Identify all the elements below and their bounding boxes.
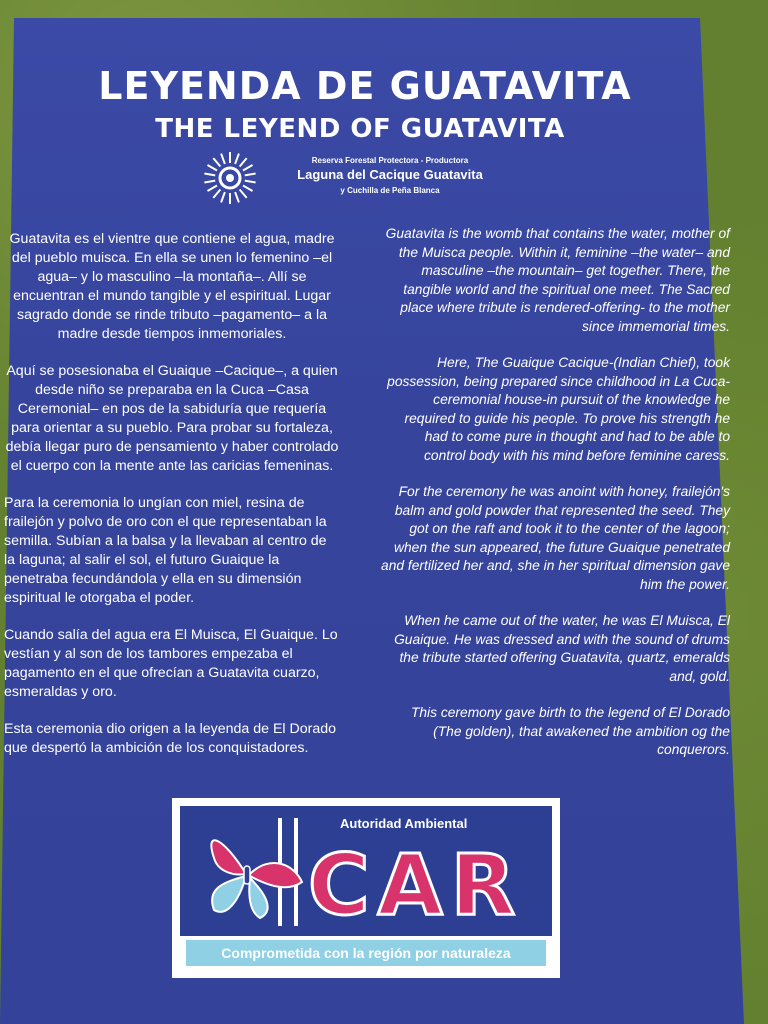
spanish-paragraph: Cuando salía del agua era El Muisca, El Guaique. Lo vestían y al son de los tambores empezaba el pagamento en el que ofrecían a Guatavita cuarzo, esmeraldas y oro. [4,627,338,700]
spanish-column [4,230,340,776]
english-paragraph: When he came out of the water, he was El Muisca, El Guaique. He was dressed and with the sound of drums the tribute started offering Guatavita, quartz, emeralds and, gold. [394,613,730,684]
reserve-line-1: Reserva Forestal Protectora - Productora [311,156,469,165]
car-slogan: Comprometida con la región por naturaleza [186,940,546,966]
reserve-line-2: Laguna del Cacique Guatavita [297,167,483,182]
english-paragraph: Here, The Guaique Cacique-(Indian Chief), took possession, being prepared since childhood in La Cuca-ceremonial house-in pursuit of the knowledge he required to guide his people. To prove his strength he had to come pure in thought and had to be able to control body with his mind before feminine caress. [387,355,730,463]
butterfly-icon [184,818,312,926]
english-paragraph: For the ceremony he was anoint with honey, frailejón's balm and gold powder that represented the seed. They got on the raft and took it to the center of the lagoon; when the sun appeared, the future Guaique penetrated and fertilized her and, she in her spiritual dimension gave him the power. [381,484,730,592]
title-spanish: LEYENDA DE GUATAVITA [98,64,632,108]
car-logo-inner [180,806,552,936]
spanish-paragraph: Guatavita es el vientre que contiene el agua, madre del pueblo muisca. En ella se unen lo femenino –el agua– y lo masculino –la montaña–. Allí se encuentran el mundo tangible y el espiritual. Lugar sagrado donde se rinde tributo –pagamento– a la madre desde tiempos inmemoriales. [9,231,335,342]
car-logo-panel [172,798,560,978]
spanish-paragraph: Para la ceremonia lo ungían con miel, resina de frailejón y polvo de oro con el que representaban la semilla. Subían a la balsa y la llevaban al centro de la laguna; al salir el sol, el futuro Guaique la penetraba fecundándola y ella en su dimensión espiritual le otorgaba el poder. [4,495,327,606]
title-english: THE LEYEND OF GUATAVITA [155,114,565,144]
sun-logo-icon [198,150,262,206]
reserve-caption [270,156,510,195]
english-column [380,225,730,778]
reserve-line-3: y Cuchilla de Peña Blanca [340,186,440,195]
spanish-paragraph: Esta ceremonia dio origen a la leyenda de El Dorado que despertó la ambición de los conquistadores. [4,721,337,756]
spanish-paragraph: Aquí se posesionaba el Guaique –Cacique–, a quien desde niño se preparaba en la Cuca –Casa Ceremonial– en pos de la sabiduría que requería para orientar a su pueblo. Para probar su fortaleza, debía llegar puro de pensamiento y haber controlado el cuerpo con la mente ante las caricias femeninas. [5,363,339,474]
car-letters: CAR [308,836,524,934]
car-authority-label: Autoridad Ambiental [340,816,468,831]
english-paragraph: This ceremony gave birth to the legend of El Dorado (The golden), that awakened the ambition og the conquerors. [410,705,730,757]
english-paragraph: Guatavita is the womb that contains the water, mother of the Muisca people. Within it, feminine –the water– and masculine –the mountain– get together. There, the tangible world and the spiritual one meet. The Sacred place where tribute is rendered-offering- to the mother since immemorial times. [385,226,730,334]
